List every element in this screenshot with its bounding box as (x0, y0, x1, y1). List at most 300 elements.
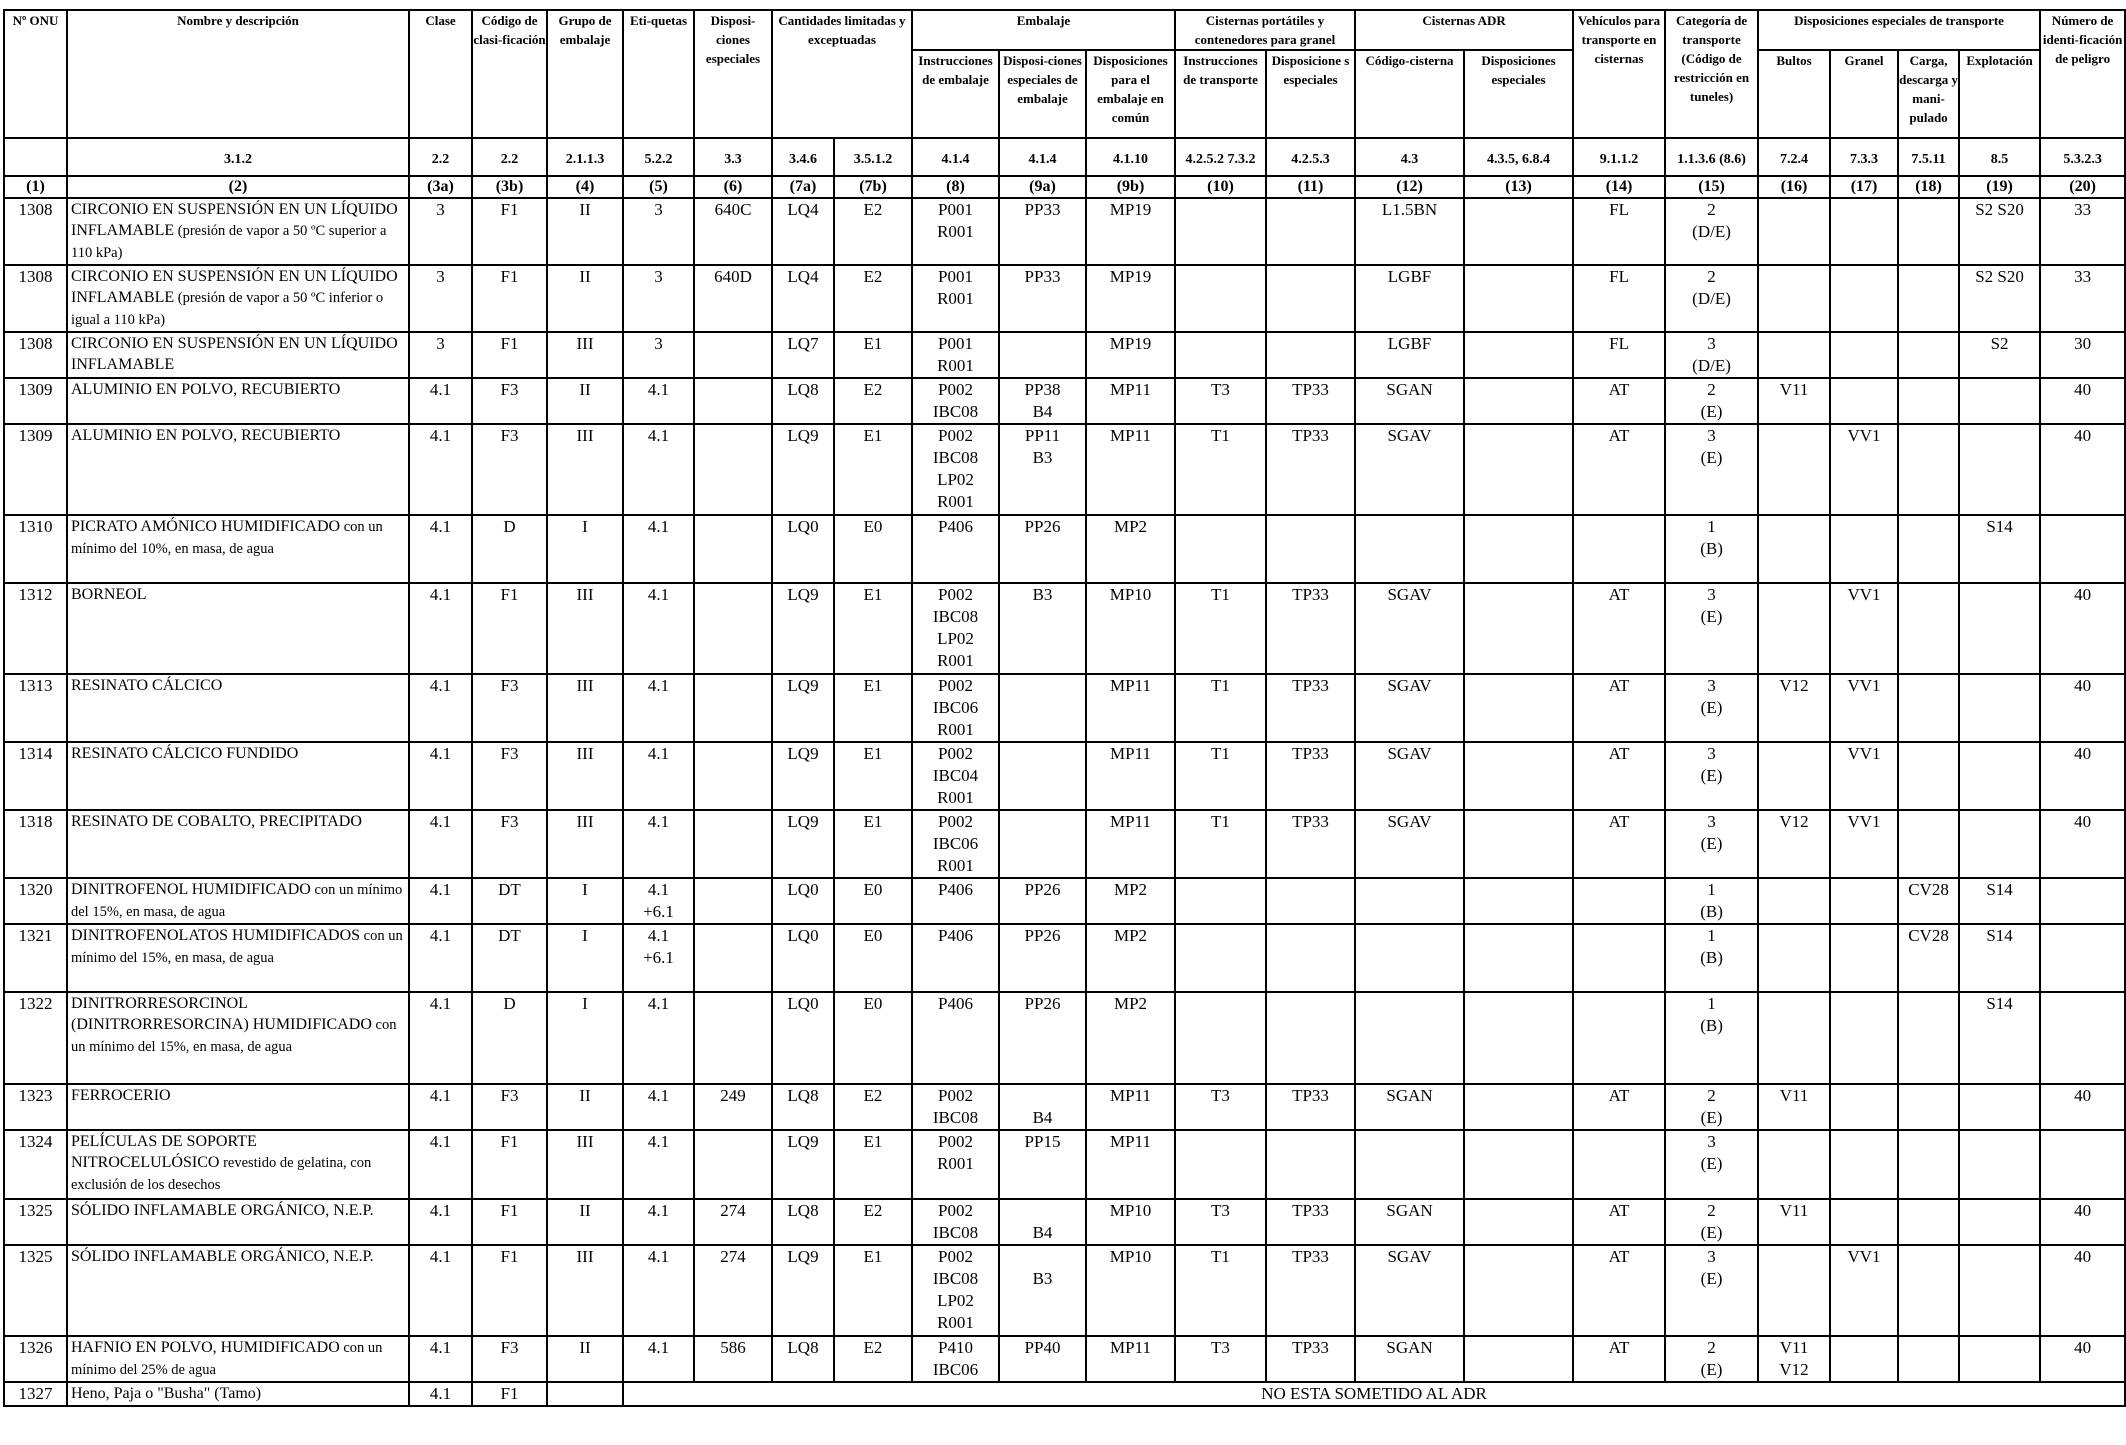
name-description-cell (67, 810, 409, 878)
portable-tank-special-cell (1266, 924, 1355, 992)
ref-mixed-packing: 4.1.10 (1086, 138, 1175, 176)
table-row (4, 810, 2125, 878)
hazard-id-cell (2040, 810, 2125, 878)
packing-special-value: B4 (1032, 1223, 1053, 1242)
excepted-quantity-value: E1 (863, 676, 883, 695)
un-number-cell (4, 515, 67, 583)
bulk-provision-cell (1830, 1084, 1898, 1130)
classification-code-cell (472, 992, 547, 1084)
packages-provision-cell (1758, 674, 1830, 742)
labels-value: 3 (654, 334, 663, 353)
packages-provision-cell (1758, 878, 1830, 924)
loading-provision-cell (1898, 1245, 1959, 1336)
tank-vehicle-cell (1573, 424, 1665, 515)
mixed-packing-cell (1086, 1130, 1175, 1199)
labels-cell (623, 424, 694, 515)
operation-provision-cell (1959, 810, 2040, 878)
header-name: Nombre y descripción (67, 10, 409, 138)
column-number: (19) (1959, 176, 2040, 198)
packing-group-cell (547, 1130, 623, 1199)
packing-instructions-cell (912, 424, 999, 515)
packing-group-cell (547, 1199, 623, 1245)
table-row (4, 1245, 2125, 1336)
portable-tank-special-cell (1266, 742, 1355, 810)
hazard-id-value: 40 (2074, 1086, 2092, 1105)
packing-group-value: III (576, 585, 594, 604)
header-hazard-id: Número de identi-ficación de peligro (2040, 10, 2125, 138)
limited-quantity-value: LQ4 (787, 267, 819, 286)
operation-provision-cell (1959, 515, 2040, 583)
special-provisions-value: 249 (720, 1086, 746, 1105)
packing-group-cell (547, 332, 623, 378)
labels-value: 4.1 (647, 676, 670, 695)
packing-instructions-value: P002 R001 (937, 1132, 974, 1173)
labels-value: 3 (654, 200, 663, 219)
portable-tank-instruction-value: T3 (1211, 380, 1230, 399)
class-value: 4.1 (429, 994, 452, 1013)
packing-group-cell (547, 1382, 623, 1406)
mixed-packing-value: MP10 (1109, 1247, 1152, 1266)
tank-special-cell (1464, 332, 1573, 378)
tank-vehicle-value: FL (1609, 200, 1629, 219)
labels-cell (623, 265, 694, 332)
transport-category-cell (1665, 583, 1758, 674)
hazard-id-cell (2040, 332, 2125, 378)
packages-provision-cell (1758, 198, 1830, 265)
limited-quantity-value: LQ8 (787, 380, 819, 399)
excepted-quantity-cell (834, 992, 912, 1084)
table-row (4, 992, 2125, 1084)
un-number-value: 1313 (18, 676, 53, 695)
classification-code-value: DT (498, 926, 521, 945)
table-row (4, 424, 2125, 515)
labels-cell (623, 992, 694, 1084)
substance-name: ALUMINIO EN POLVO, RECUBIERTO (71, 381, 341, 398)
loading-provision-cell (1898, 332, 1959, 378)
portable-tank-special-value: TP33 (1292, 812, 1329, 831)
transport-category-value: 1 (B) (1700, 994, 1723, 1035)
classification-code-value: F3 (500, 744, 519, 763)
packages-provision-cell (1758, 332, 1830, 378)
substance-description: (presión de vapor a 50 ºC superior a 110 kPa) (71, 223, 387, 261)
packages-provision-cell (1758, 378, 1830, 424)
class-cell (409, 742, 472, 810)
hazard-id-cell (2040, 674, 2125, 742)
labels-cell (623, 742, 694, 810)
un-number-cell (4, 1130, 67, 1199)
labels-cell (623, 878, 694, 924)
hazard-id-value: 40 (2074, 1201, 2092, 1220)
classification-code-value: F3 (500, 1338, 519, 1357)
un-number-cell (4, 1336, 67, 1382)
packing-instructions-value: P002 IBC06 R001 (932, 676, 979, 739)
transport-category-cell (1665, 878, 1758, 924)
limited-quantity-value: LQ9 (787, 676, 819, 695)
operation-provision-cell (1959, 378, 2040, 424)
mixed-packing-value: MP11 (1110, 744, 1151, 763)
transport-category-cell (1665, 1336, 1758, 1382)
special-provisions-cell (694, 265, 772, 332)
tank-special-cell (1464, 742, 1573, 810)
bulk-provision-cell (1830, 1336, 1898, 1382)
mixed-packing-cell (1086, 1336, 1175, 1382)
table-header (4, 10, 2125, 198)
class-cell (409, 1245, 472, 1336)
transport-category-cell (1665, 378, 1758, 424)
mixed-packing-cell (1086, 378, 1175, 424)
un-number-value: 1321 (18, 926, 53, 945)
class-value: 4.1 (429, 744, 452, 763)
transport-category-value: 3 (E) (1700, 676, 1723, 717)
tank-vehicle-cell (1573, 878, 1665, 924)
tank-vehicle-cell (1573, 378, 1665, 424)
packing-instructions-value: P406 (938, 517, 973, 536)
class-value: 4.1 (429, 1247, 452, 1266)
labels-cell (623, 198, 694, 265)
packing-instructions-value: P002 IBC08 (932, 1086, 979, 1127)
packing-group-cell (547, 265, 623, 332)
classification-code-cell (472, 1130, 547, 1199)
portable-tank-instruction-cell (1175, 924, 1266, 992)
special-provisions-cell (694, 878, 772, 924)
un-number-value: 1308 (18, 334, 53, 353)
portable-tank-special-cell (1266, 583, 1355, 674)
mixed-packing-cell (1086, 265, 1175, 332)
excepted-quantity-value: E1 (863, 585, 883, 604)
packing-instructions-value: P001 R001 (937, 267, 974, 308)
packing-special-cell (999, 924, 1086, 992)
tank-vehicle-cell (1573, 924, 1665, 992)
hazard-id-value: 33 (2074, 267, 2092, 286)
transport-category-value: 3 (E) (1700, 812, 1723, 853)
mixed-packing-cell (1086, 583, 1175, 674)
transport-category-cell (1665, 992, 1758, 1084)
hazard-id-cell (2040, 1130, 2125, 1199)
loading-provision-cell (1898, 1336, 1959, 1382)
packing-group-value: I (582, 994, 588, 1013)
labels-value: 3 (654, 267, 663, 286)
packing-group-value: III (576, 426, 594, 445)
not-subject-note: NO ESTA SOMETIDO AL ADR (1261, 1384, 1487, 1403)
classification-code-cell (472, 198, 547, 265)
transport-category-value: 1 (B) (1700, 517, 1723, 558)
limited-quantity-value: LQ9 (787, 1247, 819, 1266)
packing-instructions-cell (912, 583, 999, 674)
tank-special-cell (1464, 924, 1573, 992)
packing-special-value: PP33 (1024, 200, 1061, 219)
packing-special-value: B3 (1032, 1269, 1053, 1288)
substance-description: con un mínimo del 15%, en masa, de agua (71, 928, 403, 966)
packing-group-value: I (582, 517, 588, 536)
class-cell (409, 515, 472, 583)
header-packages: Bultos (1758, 50, 1830, 138)
un-number-cell (4, 924, 67, 992)
bulk-provision-value: VV1 (1847, 812, 1881, 831)
packages-provision-cell (1758, 742, 1830, 810)
hazard-id-cell (2040, 378, 2125, 424)
name-description-cell (67, 332, 409, 378)
excepted-quantity-value: E0 (863, 517, 883, 536)
un-number-value: 1327 (18, 1384, 53, 1403)
column-number: (13) (1464, 176, 1573, 198)
packing-group-value: I (582, 880, 588, 899)
un-number-cell (4, 1245, 67, 1336)
special-provisions-cell (694, 1130, 772, 1199)
special-provisions-cell (694, 198, 772, 265)
operation-provision-cell (1959, 424, 2040, 515)
header-limited-quantities: Cantidades limitadas y exceptuadas (772, 10, 912, 138)
column-number: (20) (2040, 176, 2125, 198)
tank-code-value: SGAV (1387, 1247, 1432, 1266)
bulk-provision-cell (1830, 424, 1898, 515)
limited-quantity-cell (772, 265, 834, 332)
name-description-cell (67, 924, 409, 992)
classification-code-value: F3 (500, 1086, 519, 1105)
class-value: 4.1 (429, 1132, 452, 1151)
ref-tank-special: 4.3.5, 6.8.4 (1464, 138, 1573, 176)
limited-quantity-value: LQ0 (787, 994, 819, 1013)
mixed-packing-cell (1086, 198, 1175, 265)
tank-code-value: SGAV (1387, 812, 1432, 831)
portable-tank-special-cell (1266, 674, 1355, 742)
header-packing-group: Grupo de embalaje (547, 10, 623, 138)
tank-vehicle-value: AT (1608, 426, 1630, 445)
packing-instructions-cell (912, 742, 999, 810)
tank-special-cell (1464, 1199, 1573, 1245)
portable-tank-instruction-cell (1175, 198, 1266, 265)
portable-tank-instruction-cell (1175, 1336, 1266, 1382)
operation-provision-cell (1959, 1130, 2040, 1199)
class-value: 4.1 (429, 585, 452, 604)
un-number-cell (4, 992, 67, 1084)
packing-group-cell (547, 1336, 623, 1382)
un-number-value: 1308 (18, 200, 53, 219)
tank-vehicle-cell (1573, 515, 1665, 583)
header-tank-special: Disposiciones especiales (1464, 50, 1573, 138)
hazard-id-cell (2040, 265, 2125, 332)
hazard-id-cell (2040, 992, 2125, 1084)
transport-category-cell (1665, 424, 1758, 515)
classification-code-cell (472, 1382, 547, 1406)
un-number-cell (4, 265, 67, 332)
ref-loading: 7.5.11 (1898, 138, 1959, 176)
tank-code-value: SGAN (1386, 380, 1433, 399)
ref-portable-special: 4.2.5.3 (1266, 138, 1355, 176)
ref-operation: 8.5 (1959, 138, 2040, 176)
bulk-provision-cell (1830, 924, 1898, 992)
portable-tank-special-cell (1266, 1130, 1355, 1199)
header-reference-row (4, 138, 2125, 176)
transport-category-cell (1665, 924, 1758, 992)
loading-provision-cell (1898, 992, 1959, 1084)
mixed-packing-cell (1086, 674, 1175, 742)
classification-code-value: DT (498, 880, 521, 899)
packing-instructions-cell (912, 674, 999, 742)
packing-group-value: II (579, 267, 591, 286)
ref-classification: 2.2 (472, 138, 547, 176)
labels-value: 4.1 (647, 812, 670, 831)
limited-quantity-cell (772, 1199, 834, 1245)
tank-special-cell (1464, 1336, 1573, 1382)
packing-group-value: II (579, 1201, 591, 1220)
portable-tank-instruction-value: T1 (1211, 585, 1230, 604)
substance-description: revestido de gelatina, con exclusión de los desechos (71, 1155, 372, 1193)
packing-special-cell (999, 674, 1086, 742)
transport-category-cell (1665, 515, 1758, 583)
tank-vehicle-value: AT (1608, 1338, 1630, 1357)
excepted-quantity-cell (834, 265, 912, 332)
tank-special-cell (1464, 1084, 1573, 1130)
loading-provision-cell (1898, 265, 1959, 332)
excepted-quantity-cell (834, 1130, 912, 1199)
not-subject-note-cell (623, 1382, 2125, 1406)
packing-special-cell (999, 1199, 1086, 1245)
hazard-id-cell (2040, 1245, 2125, 1336)
excepted-quantity-cell (834, 742, 912, 810)
class-cell (409, 332, 472, 378)
un-number-cell (4, 332, 67, 378)
ref-packing-instructions: 4.1.4 (912, 138, 999, 176)
tank-code-cell (1355, 424, 1464, 515)
portable-tank-instruction-value: T1 (1211, 812, 1230, 831)
classification-code-cell (472, 1199, 547, 1245)
tank-code-value: SGAV (1387, 585, 1432, 604)
name-description-value: Heno, Paja o "Busha" (Tamo) (71, 1385, 262, 1402)
packages-provision-cell (1758, 1336, 1830, 1382)
class-cell (409, 1199, 472, 1245)
header-loading: Carga, descarga y mani-pulado (1898, 50, 1959, 138)
packages-provision-value: V11 (1779, 1201, 1809, 1220)
limited-quantity-value: LQ9 (787, 744, 819, 763)
hazard-id-cell (2040, 515, 2125, 583)
tank-vehicle-value: FL (1609, 267, 1629, 286)
table-row (4, 1199, 2125, 1245)
mixed-packing-value: MP2 (1113, 926, 1148, 945)
un-number-value: 1318 (18, 812, 53, 831)
classification-code-cell (472, 265, 547, 332)
tank-code-value: SGAN (1386, 1338, 1433, 1357)
excepted-quantity-value: E1 (863, 1132, 883, 1151)
header-portable-instructions: Instrucciones de transporte (1175, 50, 1266, 138)
labels-cell (623, 378, 694, 424)
packing-special-cell (999, 810, 1086, 878)
limited-quantity-value: LQ0 (787, 926, 819, 945)
labels-cell (623, 1336, 694, 1382)
class-value: 4.1 (429, 1384, 452, 1403)
class-cell (409, 198, 472, 265)
un-number-value: 1309 (18, 380, 53, 399)
packages-provision-value: V11 (1779, 380, 1809, 399)
adr-table-container (3, 9, 2126, 1407)
header-portable-special: Disposicione s especiales (1266, 50, 1355, 138)
packing-special-cell (999, 1336, 1086, 1382)
tank-vehicle-value: AT (1608, 1247, 1630, 1266)
substance-name: RESINATO CÁLCICO FUNDIDO (71, 745, 299, 762)
bulk-provision-cell (1830, 992, 1898, 1084)
packages-provision-cell (1758, 515, 1830, 583)
special-provisions-cell (694, 742, 772, 810)
limited-quantity-cell (772, 198, 834, 265)
packing-special-value: PP26 (1024, 517, 1061, 536)
classification-code-value: F1 (500, 1384, 519, 1403)
transport-category-value: 2 (E) (1700, 1201, 1723, 1242)
packages-provision-cell (1758, 810, 1830, 878)
tank-special-cell (1464, 1245, 1573, 1336)
transport-category-value: 3 (E) (1700, 744, 1723, 785)
bulk-provision-value: VV1 (1847, 1247, 1881, 1266)
column-number: (18) (1898, 176, 1959, 198)
portable-tank-instruction-cell (1175, 332, 1266, 378)
packing-special-value: PP26 (1024, 880, 1061, 899)
transport-category-cell (1665, 332, 1758, 378)
substance-name: PICRATO AMÓNICO HUMIDIFICADO (71, 518, 341, 535)
tank-code-cell (1355, 198, 1464, 265)
class-value: 4.1 (429, 812, 452, 831)
limited-quantity-cell (772, 810, 834, 878)
tank-special-cell (1464, 878, 1573, 924)
excepted-quantity-cell (834, 674, 912, 742)
un-number-value: 1324 (18, 1132, 53, 1151)
classification-code-cell (472, 742, 547, 810)
labels-value: 4.1 +6.1 (643, 926, 674, 967)
substance-name: CIRCONIO EN SUSPENSIÓN EN UN LÍQUIDO INFLAMABLE (71, 335, 398, 373)
packing-group-cell (547, 1084, 623, 1130)
mixed-packing-value: MP11 (1110, 1086, 1151, 1105)
portable-tank-special-cell (1266, 810, 1355, 878)
operation-provision-cell (1959, 878, 2040, 924)
column-number: (10) (1175, 176, 1266, 198)
substance-name: RESINATO DE COBALTO, PRECIPITADO (71, 813, 362, 830)
excepted-quantity-value: E1 (863, 1247, 883, 1266)
tank-code-cell (1355, 992, 1464, 1084)
portable-tank-special-cell (1266, 424, 1355, 515)
excepted-quantity-cell (834, 198, 912, 265)
packing-instructions-value: P406 (938, 926, 973, 945)
excepted-quantity-cell (834, 424, 912, 515)
portable-tank-instruction-value: T3 (1211, 1338, 1230, 1357)
special-provisions-cell (694, 924, 772, 992)
loading-provision-cell (1898, 1084, 1959, 1130)
header-mixed-packing: Disposiciones para el embalaje en común (1086, 50, 1175, 138)
special-provisions-cell (694, 810, 772, 878)
packing-special-cell (999, 515, 1086, 583)
header-packing-instructions: Instrucciones de embalaje (912, 50, 999, 138)
portable-tank-special-value: TP33 (1292, 1247, 1329, 1266)
classification-code-value: F1 (500, 267, 519, 286)
limited-quantity-cell (772, 1130, 834, 1199)
ref-bulk: 7.3.3 (1830, 138, 1898, 176)
packing-special-cell (999, 198, 1086, 265)
un-number-value: 1325 (18, 1247, 53, 1266)
column-number: (1) (4, 176, 67, 198)
class-cell (409, 992, 472, 1084)
column-number: (3b) (472, 176, 547, 198)
packing-instructions-value: P002 IBC08 (932, 1201, 979, 1242)
excepted-quantity-value: E2 (863, 1338, 883, 1357)
un-number-cell (4, 1199, 67, 1245)
class-cell (409, 810, 472, 878)
table-row (4, 742, 2125, 810)
mixed-packing-value: MP2 (1113, 517, 1148, 536)
limited-quantity-cell (772, 1084, 834, 1130)
loading-provision-cell (1898, 674, 1959, 742)
class-value: 4.1 (429, 1338, 452, 1357)
tank-vehicle-cell (1573, 1199, 1665, 1245)
ref-tank-code: 4.3 (1355, 138, 1464, 176)
header-vehicle: Vehículos para transporte en cisternas (1573, 10, 1665, 138)
packing-instructions-cell (912, 878, 999, 924)
mixed-packing-value: MP19 (1109, 267, 1152, 286)
